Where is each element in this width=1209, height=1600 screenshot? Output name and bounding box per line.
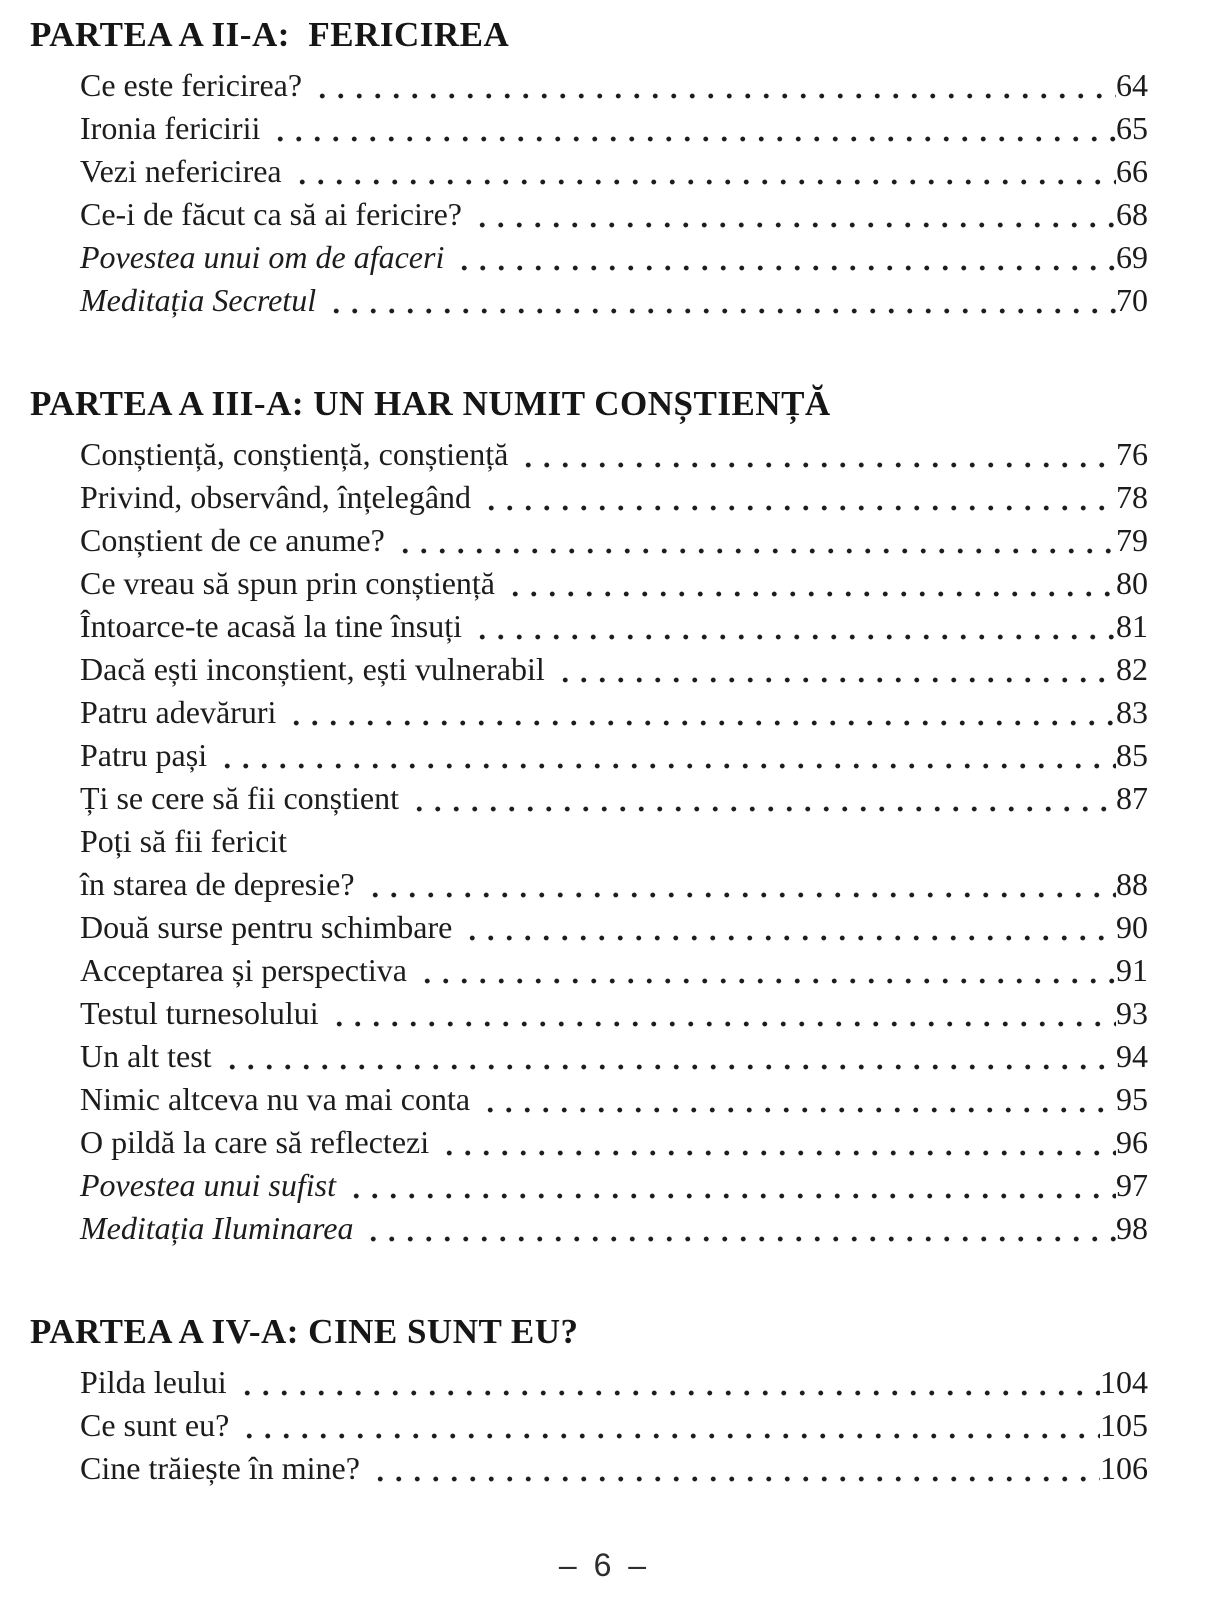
dot-leader	[364, 863, 1116, 906]
toc-entry-page-number: 82	[1116, 651, 1148, 687]
toc-entry-page-number: 98	[1116, 1210, 1148, 1246]
dot-leader	[311, 64, 1116, 107]
section-heading: PARTEA A IV-A: CINE SUNT EU?	[30, 1312, 579, 1351]
toc-entry-title: O pildă la care să reflectezi	[80, 1124, 430, 1160]
section-heading: PARTEA A II-A: FERICIREA	[30, 15, 510, 54]
dot-leader	[345, 1164, 1116, 1207]
toc-section	[30, 382, 1148, 1250]
toc-entry	[80, 1207, 1148, 1250]
toc-entry	[80, 1078, 1148, 1121]
toc-entry	[80, 1164, 1148, 1207]
dot-leader	[369, 1447, 1100, 1490]
toc-entry	[80, 777, 1148, 820]
toc-entry	[80, 1035, 1148, 1078]
toc-entry-title: Acceptarea și perspectiva	[80, 952, 407, 988]
dot-leader	[269, 107, 1116, 150]
dot-leader	[479, 1078, 1116, 1121]
toc-entry-title: Patru adevăruri	[80, 694, 277, 730]
toc-entry-page-number: 104	[1100, 1364, 1148, 1400]
dot-leader	[238, 1404, 1100, 1447]
dot-leader	[471, 605, 1116, 648]
dot-leader	[285, 691, 1116, 734]
toc-entry-page-number: 88	[1116, 866, 1148, 902]
toc-entry-title: în starea de depresie?	[80, 866, 355, 902]
toc-entry	[80, 150, 1148, 193]
page-number-footer	[0, 1547, 1209, 1584]
toc-entry-page-number: 90	[1116, 909, 1148, 945]
toc-entry-title: Povestea unui om de afaceri	[80, 239, 445, 275]
dot-leader	[236, 1361, 1100, 1404]
toc-entry	[80, 734, 1148, 777]
toc-entry-page-number: 93	[1116, 995, 1148, 1031]
toc-entry	[80, 1121, 1148, 1164]
toc-entry-title: Meditația Iluminarea	[80, 1210, 354, 1246]
toc-entry-page-number: 95	[1116, 1081, 1148, 1117]
toc-entry-title: Ce sunt eu?	[80, 1407, 230, 1443]
toc-entry-page-number: 106	[1100, 1450, 1148, 1486]
toc-entry	[80, 562, 1148, 605]
toc-entry	[80, 605, 1148, 648]
dot-leader	[438, 1121, 1116, 1164]
toc-entry	[80, 64, 1148, 107]
toc-entry-title: Povestea unui sufist	[80, 1167, 336, 1203]
dot-leader	[291, 150, 1116, 193]
toc-entry	[80, 906, 1148, 949]
section-entries	[80, 1361, 1148, 1490]
toc-entry	[80, 949, 1148, 992]
toc-entry-page-number: 79	[1116, 522, 1148, 558]
toc-entry-page-number: 83	[1116, 694, 1148, 730]
section-entries	[80, 64, 1148, 322]
dot-leader	[471, 193, 1116, 236]
dot-leader	[394, 519, 1116, 562]
toc-entry-title: Ce este fericirea?	[80, 67, 303, 103]
toc-entry	[80, 1447, 1148, 1490]
toc-entry	[80, 193, 1148, 236]
page-number: – 6 –	[558, 1547, 651, 1583]
toc-entry-title: Dacă ești inconștient, ești vulnerabil	[80, 651, 545, 687]
toc-entry-page-number: 68	[1116, 196, 1148, 232]
toc-entry	[80, 1361, 1148, 1404]
toc-entry-title: Ironia fericirii	[80, 110, 261, 146]
toc-entry-title: Nimic altceva nu va mai conta	[80, 1081, 471, 1117]
toc-section	[30, 1310, 1148, 1490]
dot-leader	[504, 562, 1116, 605]
toc-entry-page-number: 65	[1116, 110, 1148, 146]
toc-entry	[80, 992, 1148, 1035]
dot-leader	[325, 279, 1116, 322]
toc-entry-page-number: 85	[1116, 737, 1148, 773]
toc-entry-title: Ce-i de făcut ca să ai fericire?	[80, 196, 462, 232]
toc-entry-page-number: 91	[1116, 952, 1148, 988]
toc-entry-title: Conștient de ce anume?	[80, 522, 385, 558]
toc-entry-title: Meditația Secretul	[80, 282, 317, 318]
toc-entry-title: Ce vreau să spun prin conștiență	[80, 565, 495, 601]
toc-entry	[80, 236, 1148, 279]
toc-entry	[80, 279, 1148, 322]
toc-entry-page-number: 78	[1116, 479, 1148, 515]
dot-leader	[328, 992, 1116, 1035]
toc-entry	[80, 476, 1148, 519]
toc-entry-title: Privind, observând, înțelegând	[80, 479, 472, 515]
toc-entry-page-number: 96	[1116, 1124, 1148, 1160]
toc-entry-page-number: 94	[1116, 1038, 1148, 1074]
toc-entry-page-number: 66	[1116, 153, 1148, 189]
toc-entry-title: Pilda leului	[80, 1364, 227, 1400]
section-heading: PARTEA A III-A: UN HAR NUMIT CONȘTIENȚĂ	[30, 384, 831, 423]
dot-leader	[362, 1207, 1116, 1250]
toc-entry	[80, 648, 1148, 691]
dot-leader	[461, 906, 1116, 949]
dot-leader	[416, 949, 1116, 992]
dot-leader	[221, 1035, 1116, 1078]
toc-entry-page-number: 81	[1116, 608, 1148, 644]
toc-entry-page-number: 76	[1116, 436, 1148, 472]
toc-section	[30, 13, 1148, 322]
dot-leader	[480, 476, 1116, 519]
toc-entry-page-number: 87	[1116, 780, 1148, 816]
toc-entry	[80, 691, 1148, 734]
toc-entry-title: Patru pași	[80, 737, 208, 773]
toc-entry	[80, 433, 1148, 476]
toc-entry	[80, 1404, 1148, 1447]
toc-entry-title: Ți se cere să fii conștient	[80, 780, 399, 816]
toc-entry-title: Cine trăiește în mine?	[80, 1450, 360, 1486]
toc-entry-page-number: 80	[1116, 565, 1148, 601]
toc-entry-title: Poți să fii fericit	[80, 823, 288, 859]
toc-entry-page-number: 64	[1116, 67, 1148, 103]
toc-entry-title: Două surse pentru schimbare	[80, 909, 453, 945]
toc-entry	[80, 107, 1148, 150]
toc-entry-page-number: 105	[1100, 1407, 1148, 1443]
toc-entry-page-number: 97	[1116, 1167, 1148, 1203]
toc-entry-title: Un alt test	[80, 1038, 212, 1074]
toc-entry	[80, 519, 1148, 562]
toc-entry-title: Testul turnesolului	[80, 995, 319, 1031]
dot-leader	[517, 433, 1116, 476]
toc-entry	[80, 820, 1148, 863]
toc-entry-title: Conștiență, conștiență, conștiență	[80, 436, 509, 472]
section-entries	[80, 433, 1148, 1250]
toc-entry-title: Vezi nefericirea	[80, 153, 282, 189]
toc-entry-page-number: 69	[1116, 239, 1148, 275]
toc-entry	[80, 863, 1148, 906]
toc-entry-page-number: 70	[1116, 282, 1148, 318]
dot-leader	[554, 648, 1116, 691]
dot-leader	[408, 777, 1116, 820]
dot-leader	[216, 734, 1116, 777]
dot-leader	[453, 236, 1116, 279]
toc-entry-title: Întoarce-te acasă la tine însuți	[80, 608, 463, 644]
